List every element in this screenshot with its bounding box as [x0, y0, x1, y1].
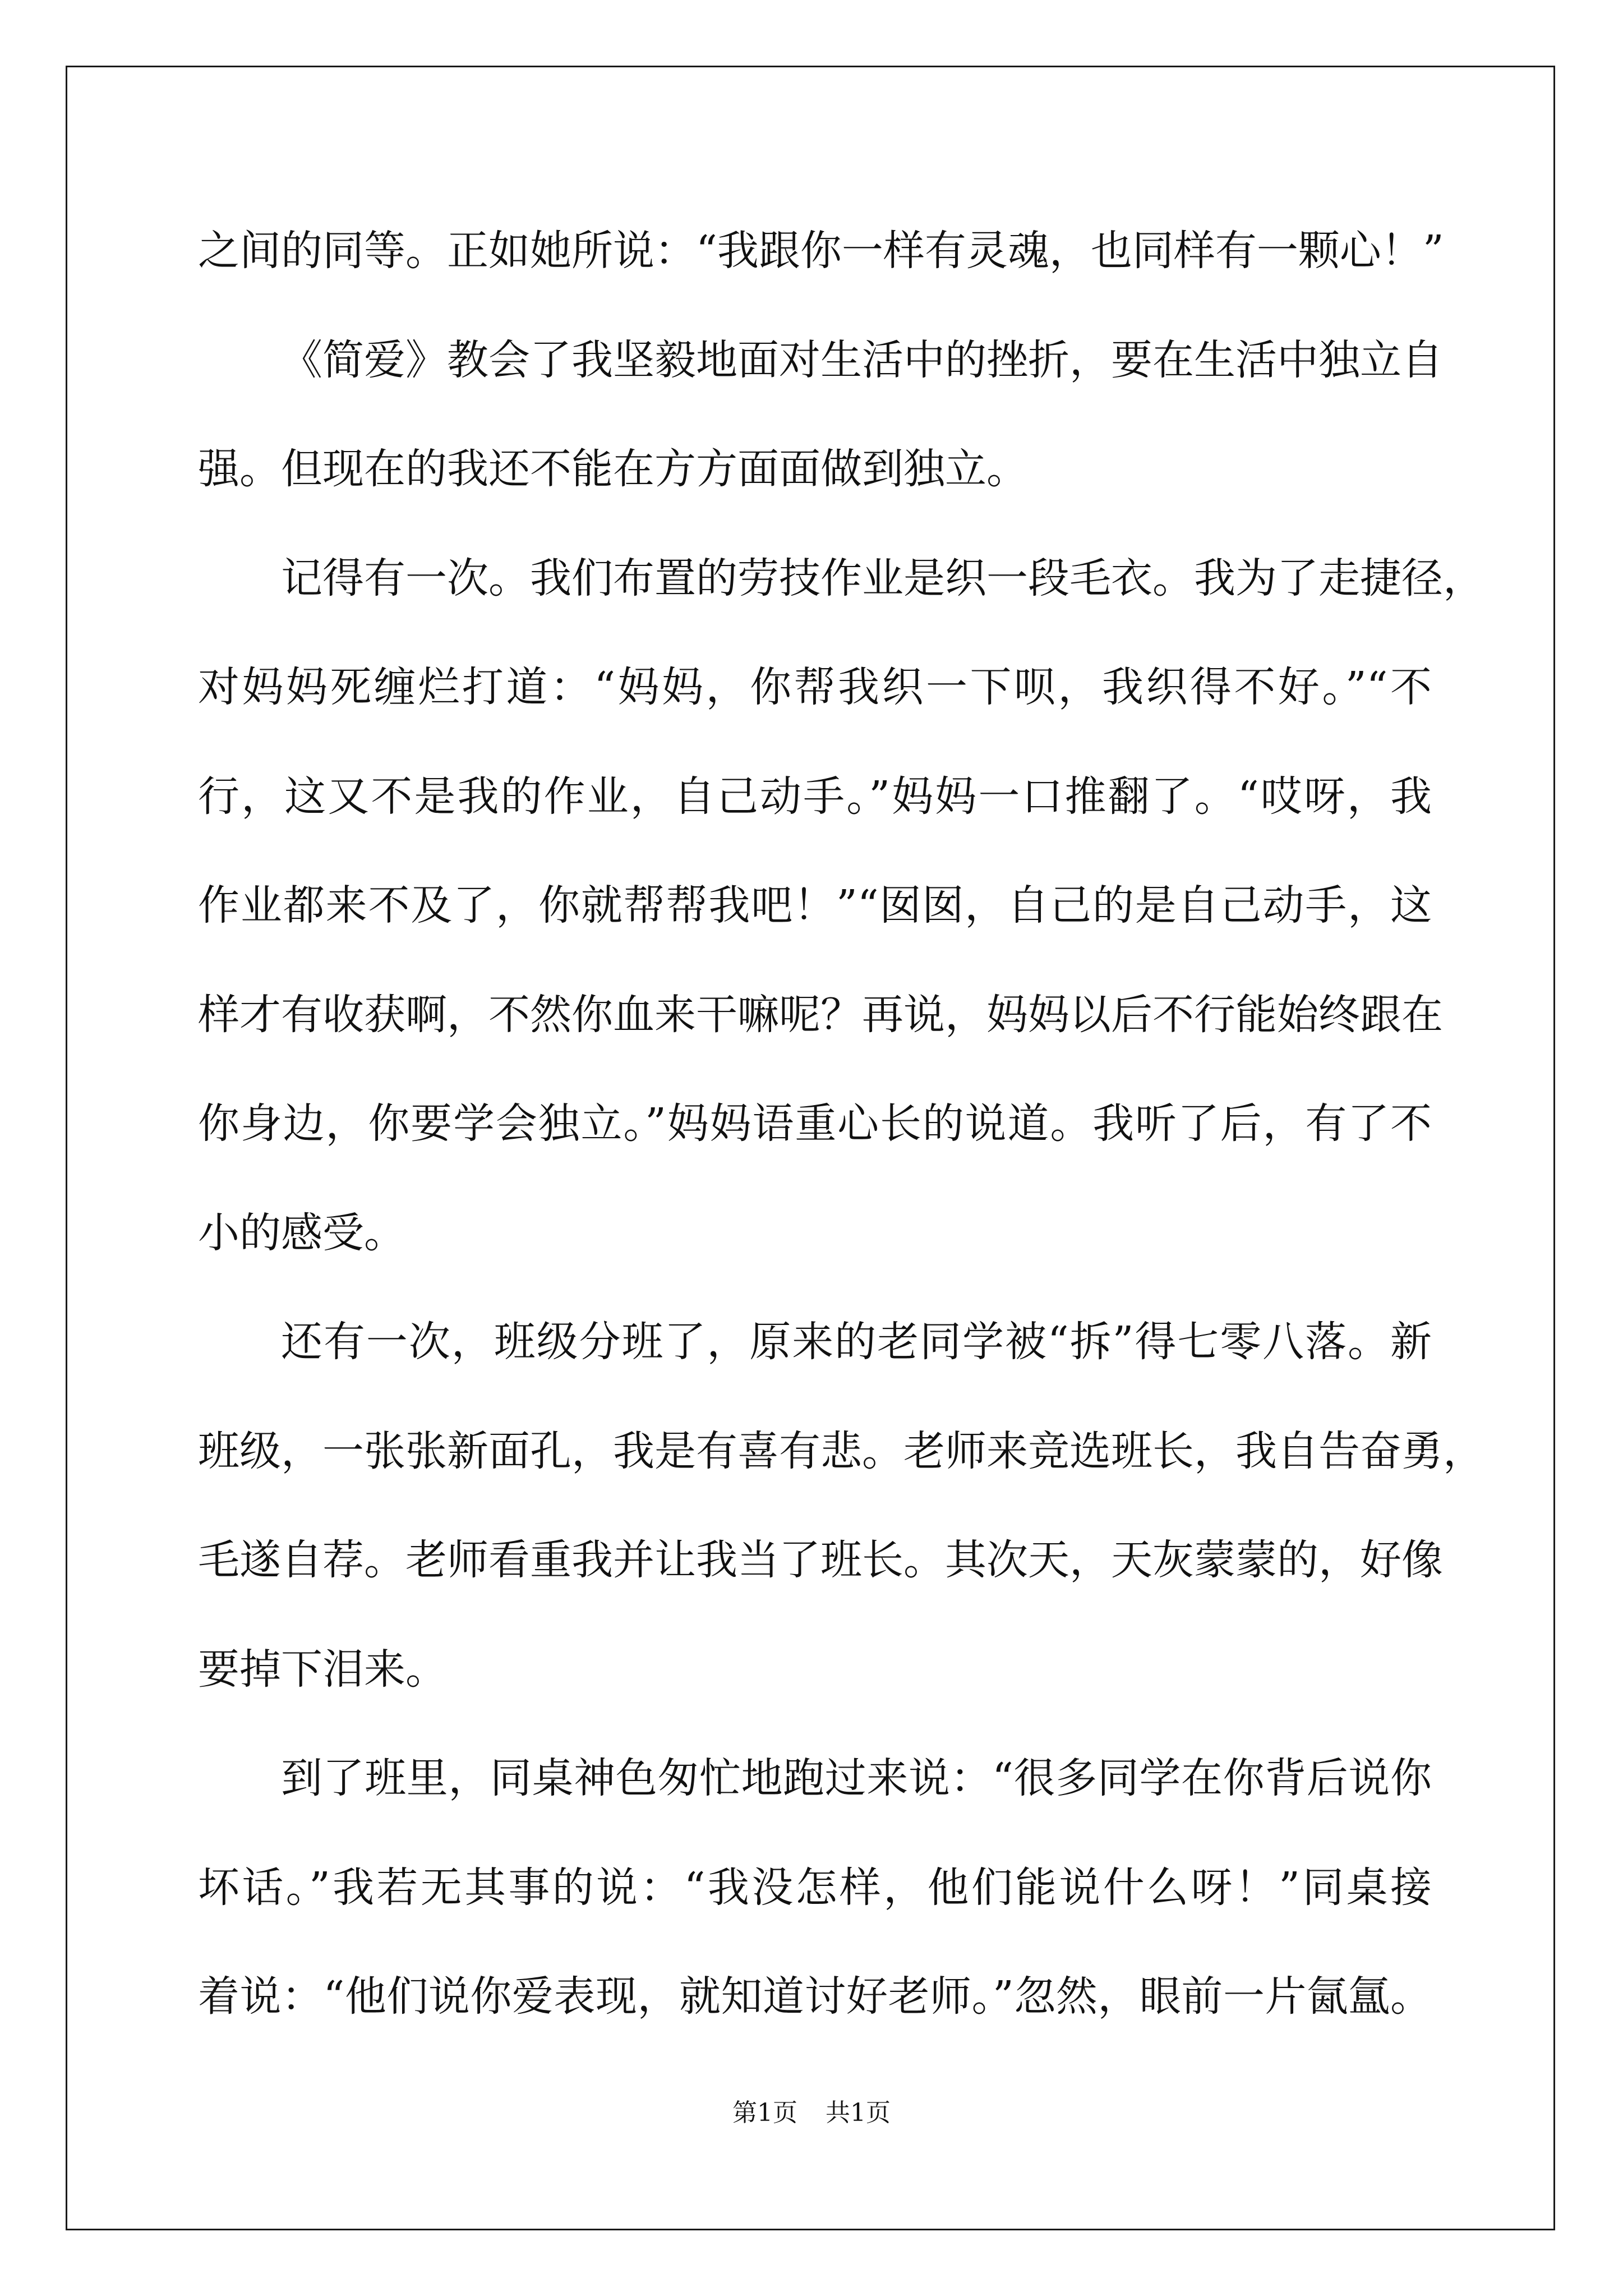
text-line: 作业都来不及了，你就帮帮我吧！”“囡囡，自己的是自己动手，这: [198, 881, 1432, 930]
text-line: 到了班里，同桌神色匆忙地跑过来说：“很多同学在你背后说你: [281, 1754, 1432, 1802]
document-body: [198, 196, 1484, 2051]
text-line: 你身边，你要学会独立。”妈妈语重心长的说道。我听了后，有了不: [198, 1099, 1432, 1148]
text-line: 还有一次，班级分班了，原来的老同学被“拆”得七零八落。新: [281, 1318, 1432, 1366]
page-total: 共1页: [826, 2099, 891, 2127]
page-footer: [0, 2092, 1623, 2128]
text-line: 要掉下泪来。: [198, 1645, 447, 1694]
text-line: 之间的同等。正如她所说：“我跟你一样有灵魂，也同样有一颗心！”: [198, 227, 1444, 275]
page-number: 第1页: [732, 2099, 797, 2127]
text-line: 对妈妈死缠烂打道：“妈妈，你帮我织一下呗，我织得不好。”“不: [198, 663, 1432, 711]
text-line: 样才有收获啊，不然你血来干嘛呢？再说，妈妈以后不行能始终跟在: [198, 990, 1443, 1039]
text-line: 强。但现在的我还不能在方方面面做到独立。: [198, 445, 1028, 493]
text-line: 小的感受。: [198, 1208, 405, 1257]
text-line: 毛遂自荐。老师看重我并让我当了班长。其次天，天灰蒙蒙的，好像: [198, 1536, 1443, 1584]
text-line: 班级，一张张新面孔，我是有喜有悲。老师来竞选班长，我自告奋勇，: [198, 1427, 1484, 1475]
text-line: 着说：“他们说你爱表现，就知道讨好老师。”忽然，眼前一片氤氲。: [198, 1972, 1432, 2021]
text-line: 记得有一次。我们布置的劳技作业是织一段毛衣。我为了走捷径，: [281, 554, 1484, 602]
text-line: 坏话。”我若无其事的说：“我没怎样，他们能说什么呀！”同桌接: [198, 1863, 1432, 1912]
text-line: 《简爱》教会了我坚毅地面对生活中的挫折，要在生活中独立自: [281, 335, 1443, 384]
text-line: 行，这又不是我的作业，自己动手。”妈妈一口推翻了。“哎呀，我: [198, 772, 1432, 821]
